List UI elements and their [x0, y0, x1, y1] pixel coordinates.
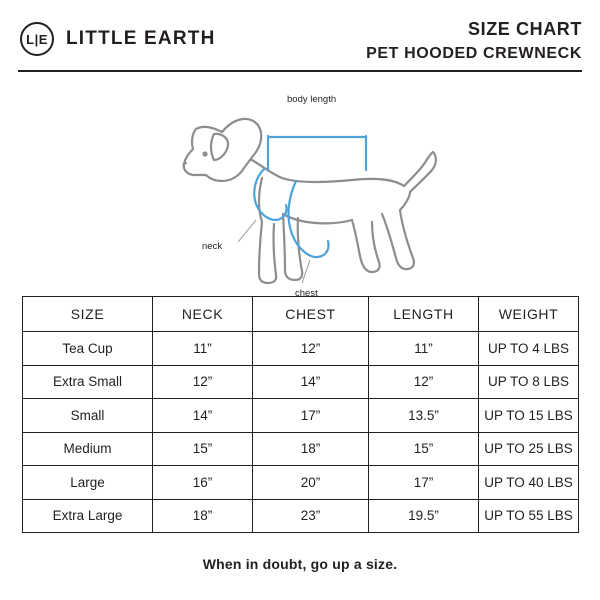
- cell-length: 11”: [369, 332, 479, 366]
- cell-chest: 12”: [253, 332, 369, 366]
- table-row: [23, 399, 579, 433]
- cell-weight: UP TO 55 LBS: [479, 499, 579, 533]
- column-header-neck: NECK: [153, 297, 253, 332]
- cell-weight: UP TO 40 LBS: [479, 466, 579, 500]
- cell-neck: 18”: [153, 499, 253, 533]
- page-title-sub: PET HOODED CREWNECK: [366, 45, 582, 63]
- page-title-main: SIZE CHART: [468, 19, 582, 39]
- table-row: [23, 365, 579, 399]
- table-row: [23, 332, 579, 366]
- measurement-marks: [254, 136, 366, 257]
- brand-logo: [20, 22, 216, 56]
- cell-neck: 14”: [153, 399, 253, 433]
- circle-monogram-icon: [20, 22, 54, 56]
- header-divider: [18, 70, 582, 72]
- dog-measurement-diagram: [0, 74, 600, 299]
- cell-neck: 12”: [153, 365, 253, 399]
- cell-size: Medium: [23, 432, 153, 466]
- size-table-head: [23, 297, 579, 332]
- column-header-weight: WEIGHT: [479, 297, 579, 332]
- table-row: [23, 432, 579, 466]
- cell-length: 15”: [369, 432, 479, 466]
- column-header-length: LENGTH: [369, 297, 479, 332]
- size-table-body: [23, 332, 579, 533]
- dog-outline: [184, 119, 436, 283]
- cell-neck: 15”: [153, 432, 253, 466]
- cell-weight: UP TO 4 LBS: [479, 332, 579, 366]
- cell-length: 13.5”: [369, 399, 479, 433]
- cell-weight: UP TO 15 LBS: [479, 399, 579, 433]
- cell-length: 19.5”: [369, 499, 479, 533]
- footer-note: When in doubt, go up a size.: [202, 556, 398, 572]
- column-header-size: SIZE: [23, 297, 153, 332]
- cell-length: 12”: [369, 365, 479, 399]
- cell-size: Extra Large: [23, 499, 153, 533]
- label-chest: chest: [295, 288, 318, 299]
- cell-length: 17”: [369, 466, 479, 500]
- table-header-row: [23, 297, 579, 332]
- cell-size: Tea Cup: [23, 332, 153, 366]
- cell-size: Large: [23, 466, 153, 500]
- cell-chest: 20”: [253, 466, 369, 500]
- table-row: [23, 466, 579, 500]
- cell-chest: 18”: [253, 432, 369, 466]
- cell-weight: UP TO 25 LBS: [479, 432, 579, 466]
- cell-size: Extra Small: [23, 365, 153, 399]
- table-row: [23, 499, 579, 533]
- page-header: [0, 0, 600, 72]
- cell-neck: 16”: [153, 466, 253, 500]
- cell-chest: 14”: [253, 365, 369, 399]
- label-body-length: body length: [287, 94, 337, 105]
- cell-weight: UP TO 8 LBS: [479, 365, 579, 399]
- dog-diagram-svg: [0, 74, 600, 299]
- size-table-container: [22, 296, 578, 533]
- page-title: [366, 16, 582, 65]
- label-neck: neck: [202, 241, 223, 252]
- cell-chest: 17”: [253, 399, 369, 433]
- cell-size: Small: [23, 399, 153, 433]
- column-header-chest: CHEST: [253, 297, 369, 332]
- cell-neck: 11”: [153, 332, 253, 366]
- cell-chest: 23”: [253, 499, 369, 533]
- brand-name: LITTLE EARTH: [66, 28, 216, 49]
- brand-monogram-text: L|E: [26, 31, 48, 47]
- size-table: [22, 296, 579, 533]
